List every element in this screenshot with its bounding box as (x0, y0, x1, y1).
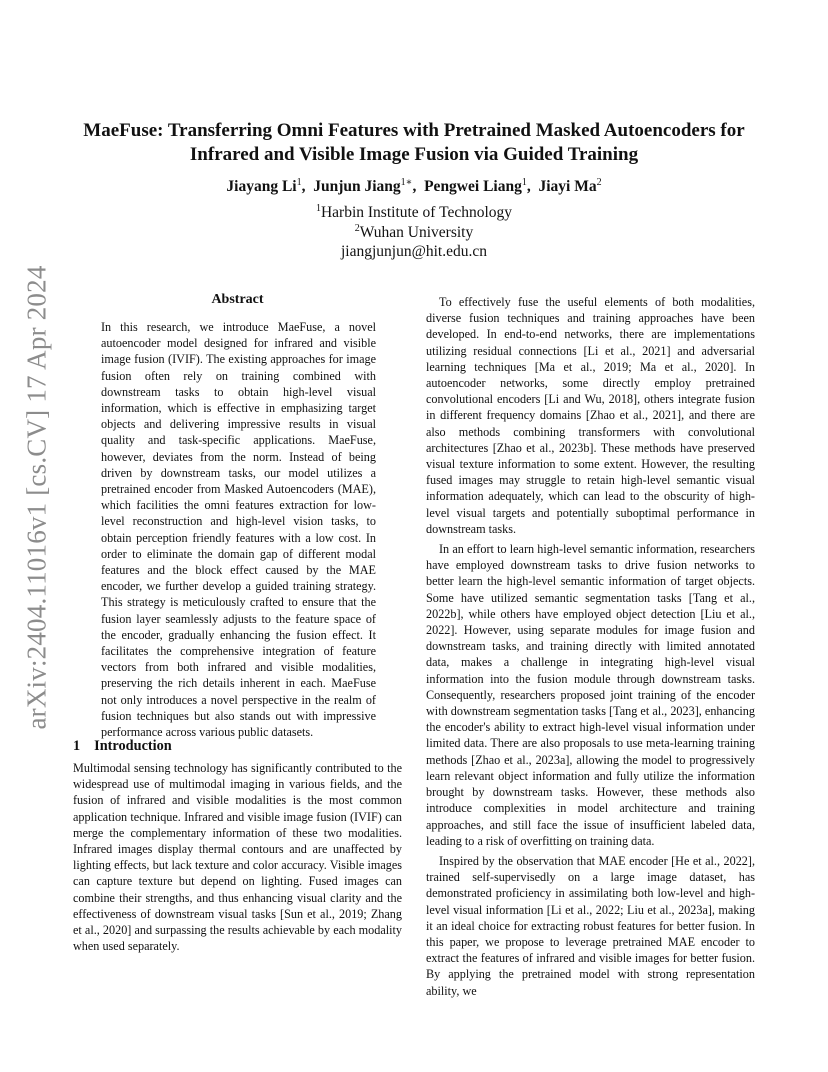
arxiv-identifier (20, 264, 54, 730)
section-number: 1 (73, 738, 81, 754)
author-name: Jiayang Li (226, 178, 297, 195)
section-title: Introduction (94, 738, 172, 754)
section-heading (73, 738, 172, 755)
author-affiliation-mark: 2 (596, 176, 602, 188)
affiliation-name: Wuhan University (359, 224, 474, 241)
author-affiliation-mark: 1 (521, 176, 527, 188)
affiliation-line (60, 204, 768, 222)
body-paragraph: To effectively fuse the useful elements of both modalities, diverse fusion techniques and training approaches have been developed. In end-to-end networks, there are implementations utilizing residual connections [Li et al., 2021] and adversarial learning techniques [Ma et al., 2019; Ma et al., 2020]. In autoencoder networks, some directly employ pretrained convolutional encoders [Li and Wu, 2018], others integrate fusion in different frequency domains [Zhao et al., 2021], and there are also methods combining transformers with convolutional architectures [Zhao et al., 2023b]. These methods have preserved visual texture information to some extent. However, the resulting fused images may struggle to retain high-level semantic visual information adequately, which can lead to the obscurity of high-level visual targets and potentially suboptimal performance in downstream tasks. (426, 295, 755, 536)
affiliation-name: Harbin Institute of Technology (320, 204, 513, 221)
author-name: Jiayi Ma (538, 178, 597, 195)
author-affiliation-mark: 1∗ (400, 176, 413, 188)
contact-email: jiangjunjun@hit.edu.cn (340, 243, 487, 260)
body-paragraph: Inspired by the observation that MAE encoder [He et al., 2022], trained self-supervisedly on a large image dataset, has demonstrated proficiency in assimilating both low-level and high-level visual information [Li et al., 2022; Liu et al., 2023a], making it an ideal choice for extracting robust features for better fusion. In this paper, we propose to leverage pretrained MAE encoder to extract the features of infrared and visible images for better fusion. By applying the pretrained model with strong representation ability, we (426, 853, 755, 998)
author-name: Pengwei Liang (424, 178, 522, 195)
body-paragraph: Multimodal sensing technology has significantly contributed to the widespread use of multimodal imaging in various fields, and the fusion of infrared and visible modalities is the most common application technique. Infrared and visible image fusion (IVIF) can merge the complementary information of these two modalities. Infrared images display thermal contours and are unaffected by lighting effects, but lack texture and color accuracy. Visible images can capture texture but depend on lighting. Fused images can combine their strengths, and thus enhancing visual clarity and the effectiveness of downstream visual tasks [Sun et al., 2019; Zhang et al., 2020] and surpassing the results achievable by each modality when used separately. (73, 761, 402, 954)
author-affiliation-mark: 1 (296, 176, 302, 188)
body-paragraph: In an effort to learn high-level semantic information, researchers have employed downstream tasks to drive fusion networks to better learn the high-level semantic information of target objects. Some have utilized semantic segmentation tasks [Tang et al., 2022b], while others have employed object detection [Liu et al., 2022]. However, using separate modules for image fusion and downstream tasks, and training directly with limited annotated data, makes a challenge in integrating high-level visual information into the fusion module through downstream tasks. Consequently, researchers proposed joint training of the encoder with downstream segmentation tasks [Tang et al., 2023], enhancing the encoder's ability to extract high-level visual information under limited data. There are also proposals to use meta-learning training methods [Zhao et al., 2023a], allowing the model to progressively learn relevant object information and fully utilize the information brought by downstream tasks. However, these methods also introduce complexities in model architecture and training approaches, and still face the issue of insufficient labeled data, leading to a risk of overfitting on training data. (426, 542, 755, 848)
left-column-body (73, 760, 402, 954)
author-list: Jiayang Li$^1$, Junjun Jiang$^{1∗}$, Pengwei Liang$^1$, Jiayi Ma$^2$ (226, 176, 602, 195)
paper-title: MaeFuse: Transferring Omni Features with Pretrained Masked Autoencoders for Infrared and Visible Image Fusion via Guided Training (83, 120, 745, 165)
arxiv-identifier-text: arXiv:2404.11016v1 [cs.CV] 17 Apr 2024 (21, 264, 52, 730)
abstract-text: In this research, we introduce MaeFuse, a novel autoencoder model designed for infrared and visible image fusion (IVIF). The existing approaches for image fusion often rely on training combined with downstream tasks to obtain high-level visual information, which is effective in emphasizing target objects and delivering impressive results in visual quality and task-specific applications. MaeFuse, however, deviates from the norm. Instead of being driven by downstream tasks, our model utilizes a pretrained encoder from Masked Autoencoders (MAE), which facilities the omni features extraction for low-level reconstruction and high-level vision tasks, to obtain perception friendly features with a low cost. In order to eliminate the domain gap of different modal features and the block effect caused by the MAE encoder, we further develop a guided training strategy. This strategy is meticulously crafted to ensure that the fusion layer seamlessly adjusts to the feature space of the encoder, gradually enhancing the fusion effect. It facilitates the comprehensive integration of feature vectors from both infrared and visible modalities, preserving the rich details inherent in each. MaeFuse not only introduces a novel perspective in the realm of fusion techniques but also stands out with impressive performance across various public datasets. (101, 320, 376, 740)
affiliation-mark: 2 (354, 222, 360, 234)
author-name: Junjun Jiang (313, 178, 401, 195)
right-column-body (426, 294, 755, 999)
affiliation-line (60, 224, 768, 242)
abstract-heading: Abstract (211, 292, 264, 307)
affiliation-mark: 1 (315, 202, 321, 214)
